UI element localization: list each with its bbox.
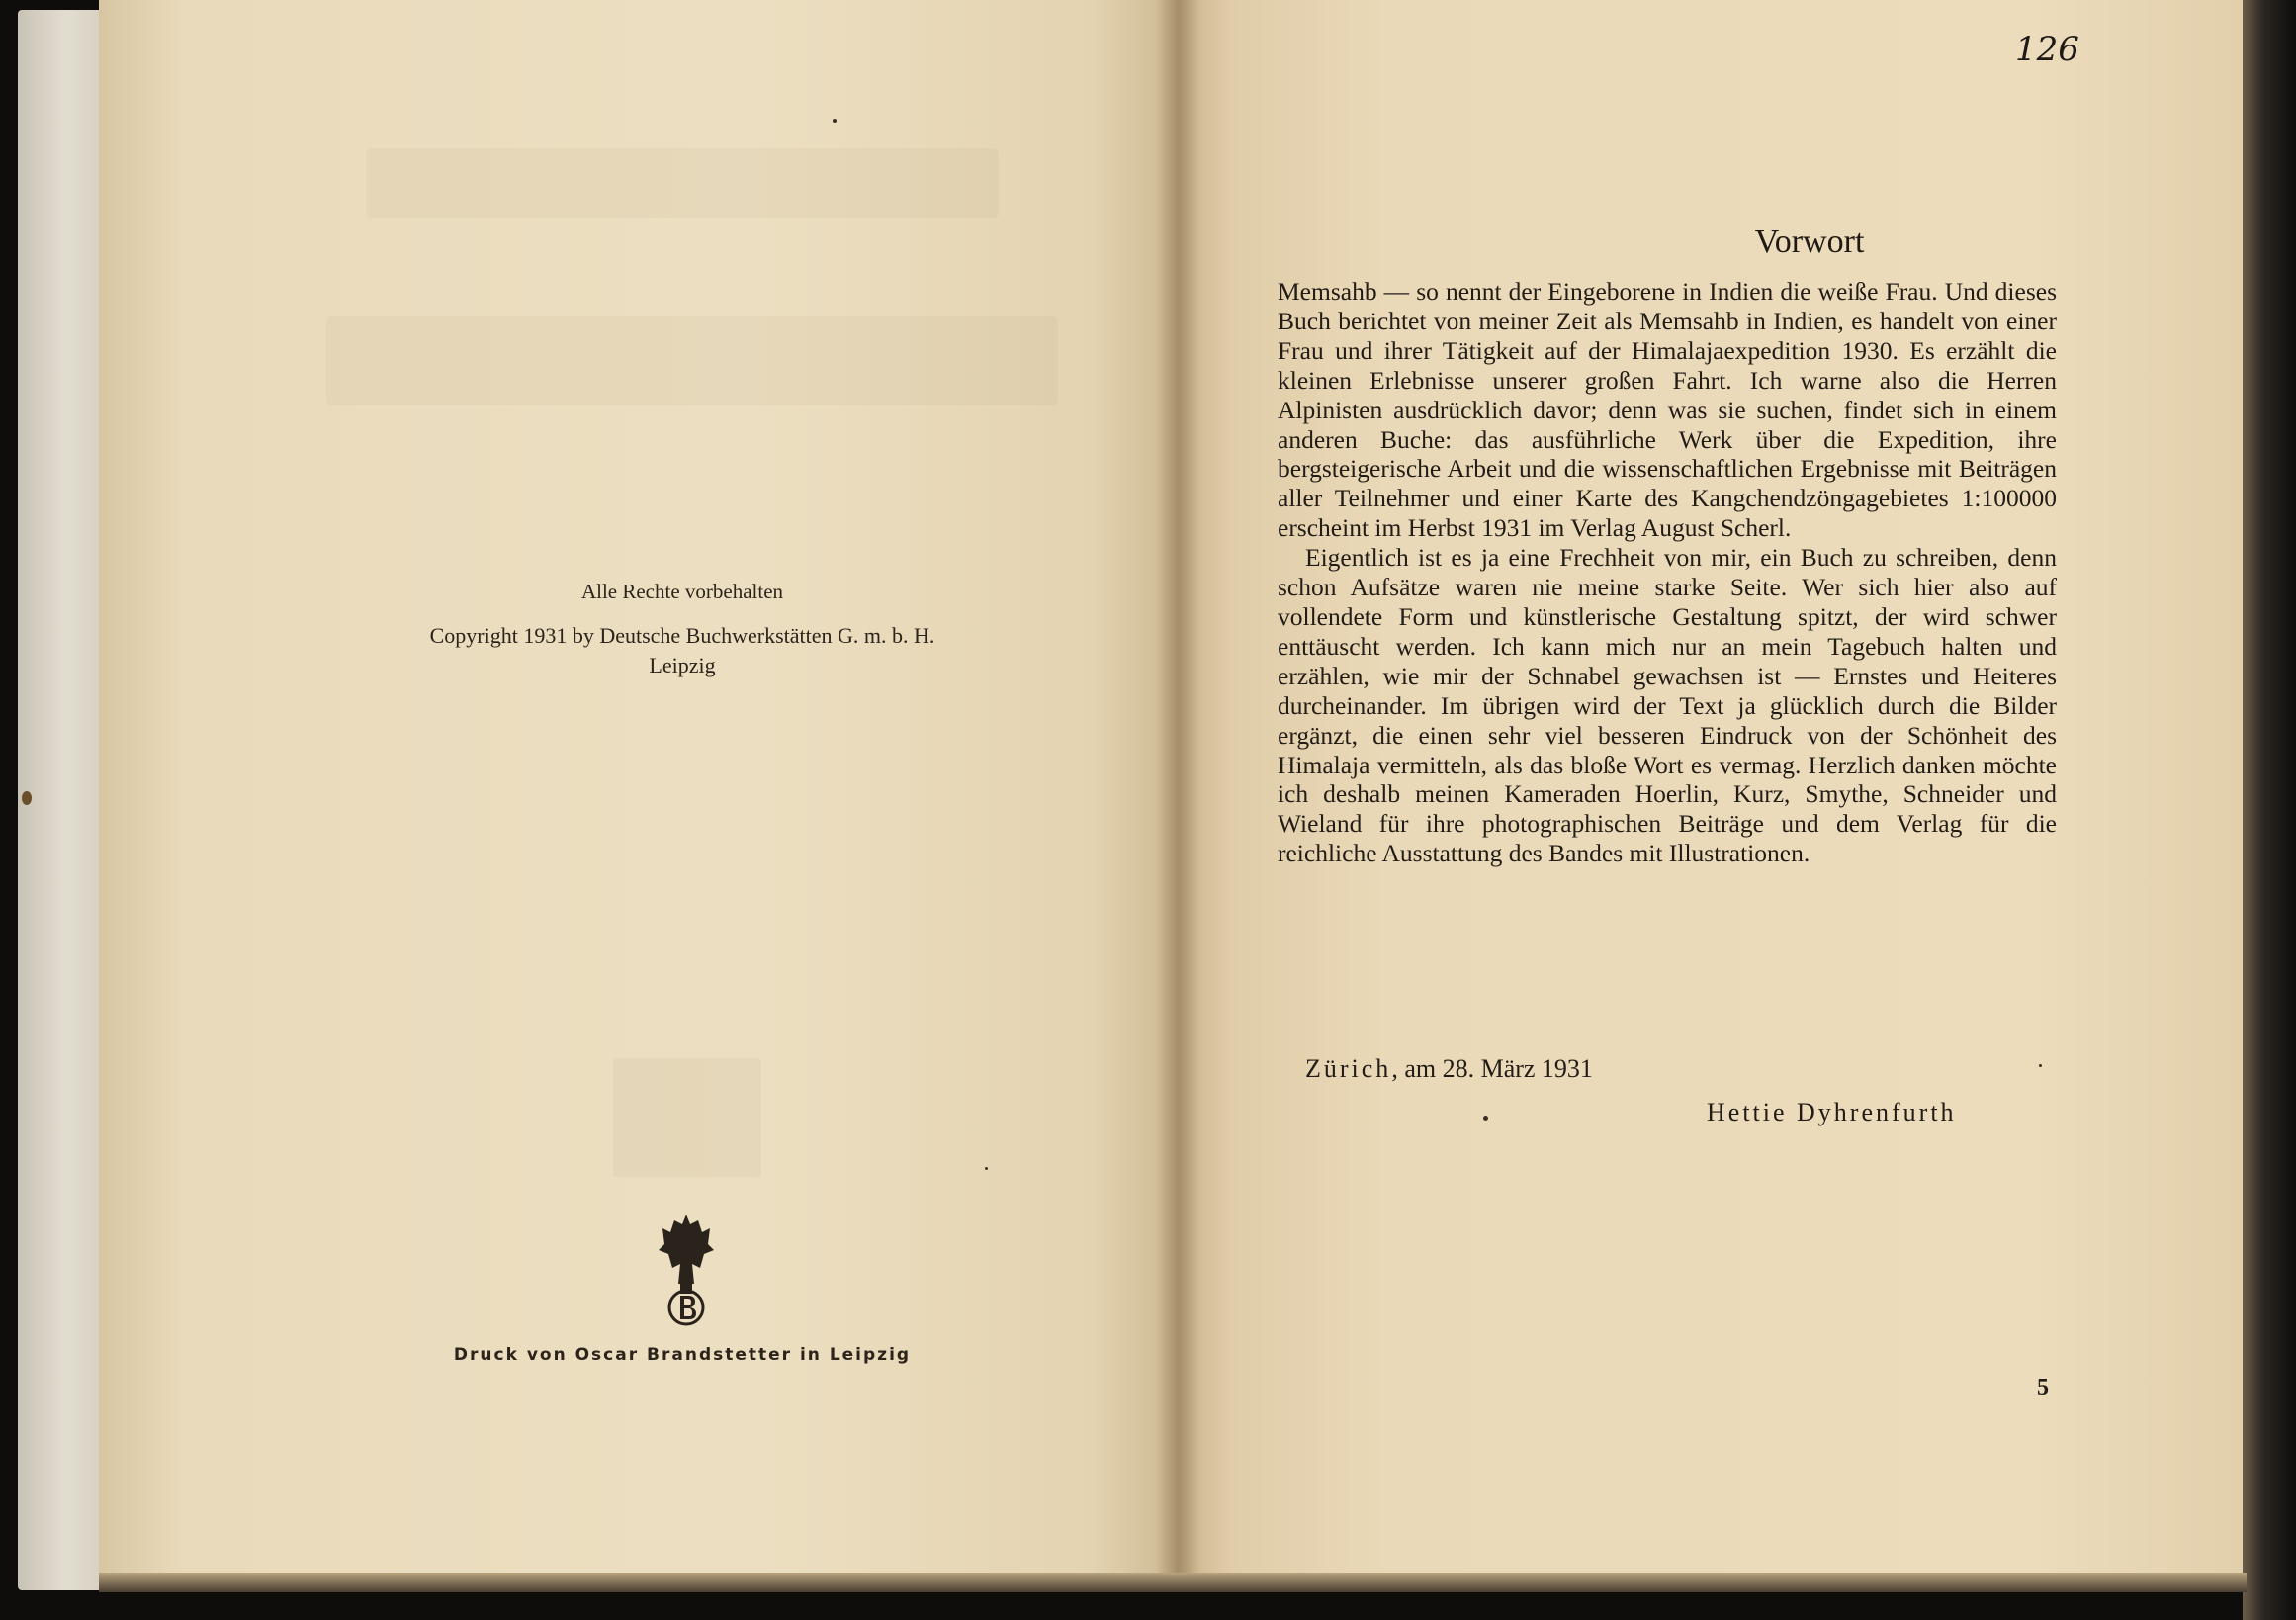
bleed-through-shadow [366,148,999,218]
bleed-through-shadow [613,1058,761,1177]
place-date-line [1305,1054,1593,1084]
copyright-block [326,621,1038,680]
place: Zürich [1305,1054,1392,1083]
date: , am 28. März 1931 [1391,1054,1593,1083]
bottom-page-edge [99,1573,2247,1592]
foreword-paragraph: Memsahb — so nennt der Eingeborene in Indien die weiße Frau. Und dieses Buch berichtet von meiner Zeit als Memsahb in Indien, es handelt von einer Frau und ihrer Tätigkeit auf der Himalajaexpedition 1930. Es erzählt die kleinen Erlebnisse unserer großen Fahrt. Ich warne also die Herren Alpinisten ausdrücklich davor; denn was sie suchen, findet sich in einem anderen Buche: das ausführliche Werk über die Expedition, ihre bergsteigerische Arbeit und die wissenschaftlichen Ergebnisse mit Beiträgen aller Teilnehmer und einer Karte des Kangchendzöngagebietes 1:100000 erscheint im Herbst 1931 im Verlag August Scherl. [1278,277,2057,543]
foreword-paragraph: Eigentlich ist es ja eine Frechheit von mir, ein Buch zu schreiben, denn schon Aufsätze waren nie meine starke Seite. Wer sich hier also auf vollendete Form und künstlerische Gestaltung spitzt, der wird schwer enttäuscht werden. Ich kann mich nur an mein Tagebuch halten und erzählen, wie mir der Schnabel gewachsen ist — Ernstes und Heiteres durcheinander. Im übrigen wird der Text ja glücklich durch die Bilder ergänzt, die einen sehr viel besseren Eindruck von der Schönheit des Himalaja vermitteln, als das bloße Wort es vermag. Herzlich danken möchte ich deshalb meinen Kameraden Hoerlin, Kurz, Smythe, Schneider und Wieland für ihre photographischen Beiträge und dem Verlag für die reichliche Ausstattung des Bandes mit Illustrationen. [1278,543,2057,868]
paper-speck [2039,1064,2042,1067]
author-signature: Hettie Dyhrenfurth [1707,1098,1957,1126]
paper-speck [985,1167,988,1170]
bleed-through-shadow [326,316,1058,405]
handwritten-page-note: 126 [2015,30,2079,69]
paper-speck [833,119,837,123]
paper-speck [22,791,32,805]
left-page [99,0,1177,1580]
right-page-edge [2243,0,2296,1620]
book-gutter [1155,0,1200,1580]
printer-imprint: Druck von Oscar Brandstetter in Leipzig [453,1345,912,1365]
copyright-line: Copyright 1931 by Deutsche Buchwerkstätten G. m. b. H. [429,623,935,648]
rights-notice: Alle Rechte vorbehalten [580,580,784,603]
paper-speck [1483,1116,1488,1121]
page-title: Vorwort [1754,224,1865,260]
eagle-b-publisher-icon [653,1211,720,1327]
copyright-city: Leipzig [649,653,716,677]
page-number: 5 [2037,1375,2049,1400]
foreword-body [1278,277,2057,868]
